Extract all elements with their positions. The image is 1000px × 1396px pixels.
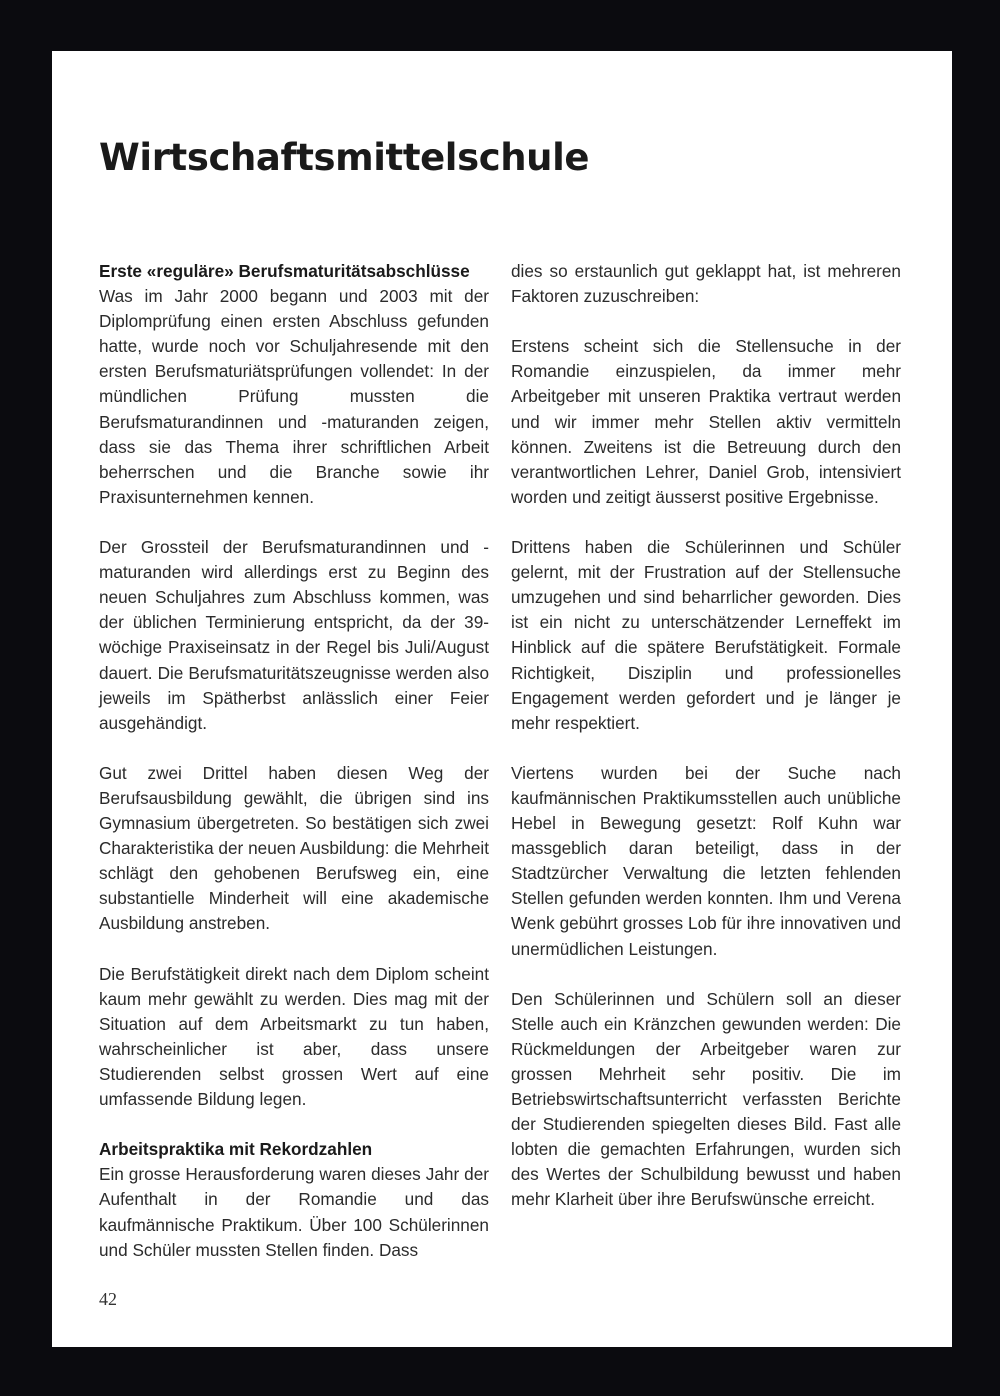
paragraph: Der Grossteil der Berufsmaturandinnen und -maturanden wird allerdings erst zu Beginn des neuen Schuljahres zum Abschluss kommen, was der üblichen Terminierung entspricht, da der 39-wöchige Praxiseinsatz in der Regel bis Juli/August dauert. Die Berufsmaturitätszeugnisse werden also jeweils im Spätherbst anlässlich einer Feier ausgehändigt. xyxy=(99,537,489,733)
paragraph: Erstens scheint sich die Stellensuche in der Romandie einzuspielen, da immer mehr Arbeitgeber mit unseren Praktika vertraut werden und wir immer mehr Stellen aktiv vermitteln können. Zweitens ist die Betreuung durch den verantwortlichen Lehrer, Daniel Grob, intensiviert worden und zeitigt äusserst positive Ergebnisse. xyxy=(511,336,901,507)
paragraph: Drittens haben die Schülerinnen und Schüler gelernt, mit der Frustration auf der Stellensuche umzugehen und sind beharrlicher geworden. Dies ist ein nicht zu unterschätzender Lerneffekt im Hinblick auf die spätere Berufstätigkeit. Formale Richtigkeit, Disziplin und professionelles Engagement werden gefordert und je länger je mehr respektiert. xyxy=(511,537,901,733)
page-number: 42 xyxy=(99,1289,117,1309)
right-column xyxy=(511,259,901,1213)
left-column xyxy=(99,259,489,1263)
paragraph: Viertens wurden bei der Suche nach kaufmännischen Praktikumsstellen auch unübliche Hebel in Bewegung gesetzt: Rolf Kuhn war massgeblich daran beteiligt, dass in der Stadtzürcher Verwaltung die letzten fehlenden Stellen gefunden werden konnten. Ihm und Verena Wenk gebührt grosses Lob für ihre innovativen und unermüdlichen Leistungen. xyxy=(511,762,901,959)
paragraph: Ein grosse Herausforderung waren dieses Jahr der Aufenthalt in der Romandie und das kaufmännische Praktikum. Über 100 Schülerinnen und Schüler mussten Stellen finden. Dass xyxy=(99,1164,489,1260)
section-heading-arbeitspraktika: Arbeitspraktika mit Rekordzahlen xyxy=(99,1139,373,1160)
document-page xyxy=(52,51,952,1347)
paragraph: Den Schülerinnen und Schülern soll an dieser Stelle auch ein Kränzchen gewunden werden: Die Rückmeldungen der Arbeitgeber waren zur grossen Mehrheit sehr positiv. Die im Betriebswirtschaftsunterricht verfassten Berichte der Studierenden spiegelten dieses Bild. Fast alle lobten die gemachten Erfahrungen, wurden sich des Wertes der Schulbildung bewusst und haben mehr Klarheit über ihre Berufswünsche erreicht. xyxy=(511,988,901,1210)
paragraph: Was im Jahr 2000 begann und 2003 mit der Diplomprüfung einen ersten Abschluss gefunden hatte, wurde noch vor Schuljahresende mit den ersten Berufsmaturiätsprüfungen vollendet: In der mündlichen Prüfung mussten die Berufsmaturandinnen und -maturanden zeigen, dass sie das Thema ihrer schriftlichen Arbeit beherrschen und die Branche sowie ihr Praxisunternehmen kennen. xyxy=(99,286,489,507)
page-title: Wirtschaftsmittelschule xyxy=(99,136,590,179)
paragraph: Die Berufstätigkeit direkt nach dem Diplom scheint kaum mehr gewählt zu werden. Dies mag mit der Situation auf dem Arbeitsmarkt zu tun haben, wahrscheinlicher ist aber, dass unsere Studierenden selbst grossen Wert auf eine umfassende Bildung legen. xyxy=(99,963,489,1110)
paragraph: Gut zwei Drittel haben diesen Weg der Berufsausbildung gewählt, die übrigen sind ins Gymnasium übergetreten. So bestätigen sich zwei Charakteristika der neuen Ausbildung: die Mehrheit schlägt den gehobenen Berufsweg ein, eine substantielle Minderheit will eine akademische Ausbildung anstreben. xyxy=(99,762,489,934)
paragraph: dies so erstaunlich gut geklappt hat, ist mehreren Faktoren zuzuschreiben: xyxy=(511,261,901,307)
section-heading-berufsmaturitaet: Erste «reguläre» Berufsmaturitätsabschlüsse xyxy=(99,261,470,281)
